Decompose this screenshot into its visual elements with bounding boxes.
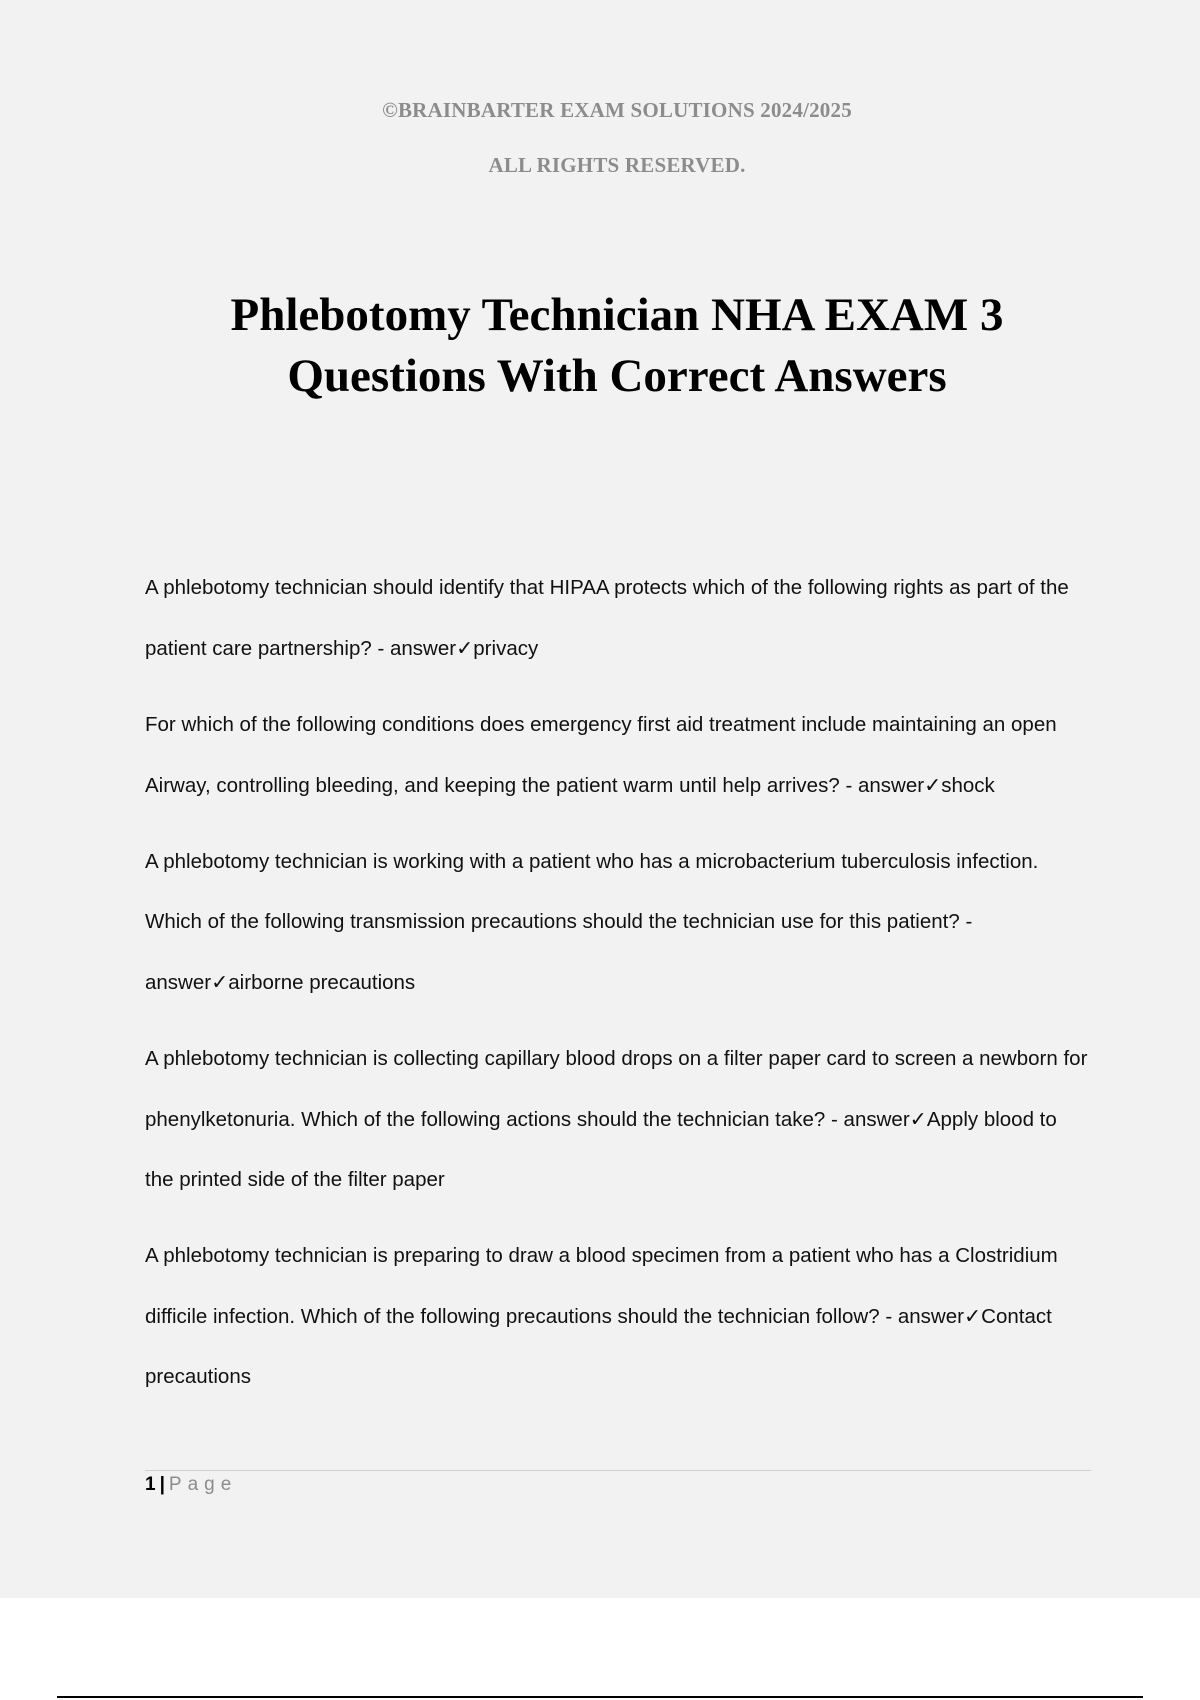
answer-text: Contact precautions bbox=[145, 1305, 1052, 1388]
checkmark-icon: ✓ bbox=[924, 773, 942, 797]
qa-list bbox=[145, 558, 1090, 1423]
page-footer bbox=[145, 1474, 237, 1496]
answer-text: Apply blood to the printed side of the filter paper bbox=[145, 1108, 1057, 1191]
page-number: 1 bbox=[145, 1474, 156, 1495]
qa-item-5 bbox=[145, 1226, 1090, 1407]
document-title-line-1: Phlebotomy Technician NHA EXAM 3 bbox=[230, 289, 1004, 341]
footer-separator: | bbox=[159, 1474, 165, 1495]
page-label: Page bbox=[168, 1474, 238, 1495]
footer-divider bbox=[145, 1470, 1091, 1471]
checkmark-icon: ✓ bbox=[909, 1107, 927, 1131]
qa-item-1 bbox=[145, 558, 1090, 679]
answer-separator: - answer bbox=[825, 1108, 910, 1131]
header-copyright: ©BRAINBARTER EXAM SOLUTIONS 2024/2025 bbox=[382, 98, 852, 122]
answer-separator: - answer bbox=[839, 774, 925, 797]
question-text: A phlebotomy technician should identify that HIPAA protects which of the following rights as part of the patient care partnership? bbox=[145, 576, 1069, 660]
next-page-divider bbox=[57, 1696, 1143, 1698]
question-text: A phlebotomy technician is working with a patient who has a microbacterium tuberculosis infection. Which of the following transmission precautions should the technician use for this patient? bbox=[145, 850, 1039, 933]
answer-text: privacy bbox=[473, 637, 539, 660]
checkmark-icon: ✓ bbox=[456, 636, 474, 660]
qa-item-4 bbox=[145, 1029, 1090, 1210]
answer-text: airborne precautions bbox=[228, 971, 416, 994]
answer-separator: - answer bbox=[879, 1305, 964, 1328]
document-title bbox=[0, 285, 1200, 407]
checkmark-icon: ✓ bbox=[963, 1304, 982, 1328]
question-text: A phlebotomy technician is preparing to draw a blood specimen from a patient who has a Clostridium difficile infection. Which of the following precautions should the technician follow? bbox=[145, 1244, 1058, 1328]
answer-separator: - answer bbox=[145, 910, 973, 994]
document-title-line-2: Questions With Correct Answers bbox=[287, 350, 947, 402]
header-rights: ALL RIGHTS RESERVED. bbox=[488, 153, 746, 177]
qa-item-3 bbox=[145, 832, 1090, 1013]
answer-separator: - answer bbox=[371, 637, 457, 660]
checkmark-icon: ✓ bbox=[211, 970, 229, 994]
question-text: For which of the following conditions does emergency first aid treatment include maintaining an open Airway, controlling bleeding, and keeping the patient warm until help arrives? bbox=[145, 713, 1057, 797]
answer-text: shock bbox=[941, 774, 995, 797]
qa-item-2 bbox=[145, 695, 1090, 816]
question-text: A phlebotomy technician is collecting capillary blood drops on a filter paper card to screen a newborn for phenylketonuria. Which of the following actions should the technician take? bbox=[145, 1047, 1088, 1131]
